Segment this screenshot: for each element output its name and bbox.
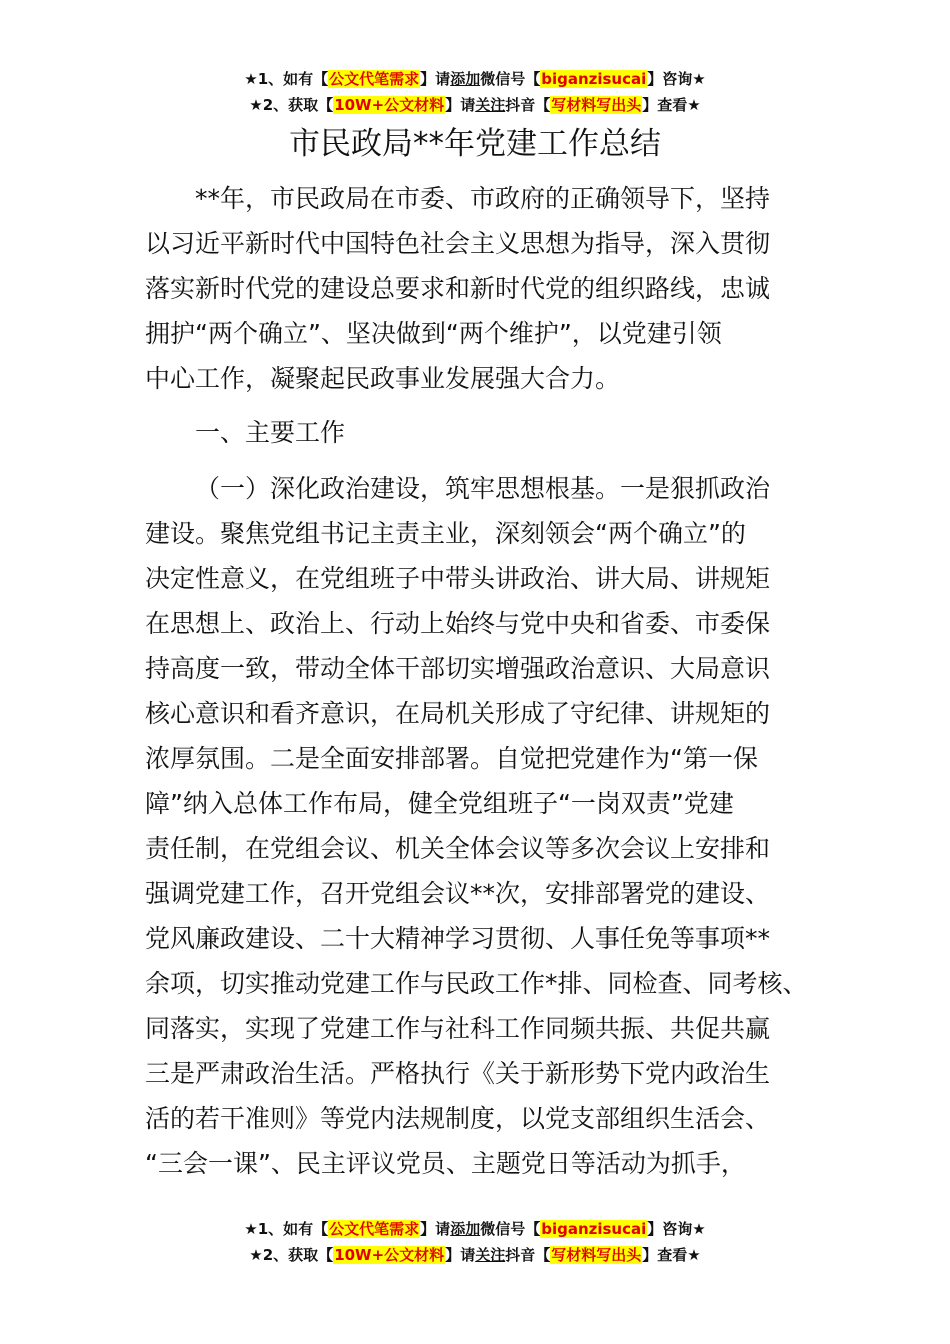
banner-highlight: 公文代笔需求 <box>329 70 420 88</box>
banner-text: 】请 <box>445 96 476 114</box>
text-line: 中心工作，凝聚起民政事业发展强大合力。 <box>145 364 621 393</box>
text-line: 核心意识和看齐意识，在局机关形成了守纪律、讲规矩的 <box>145 699 771 728</box>
banner-text: 抖音【 <box>505 1246 551 1264</box>
text-line: 党风廉政建设、二十大精神学习贯彻、人事任免等事项** <box>145 924 771 953</box>
document-title: 市民政局**年党建工作总结 <box>289 126 661 162</box>
banner-text: 微信号【 <box>480 70 541 88</box>
header-banner <box>0 66 950 118</box>
banner-text: 】请 <box>420 70 451 88</box>
section-heading-text: 一、主要工作 <box>195 418 346 447</box>
banner-line-1 <box>0 66 950 92</box>
text-line: 浓厚氛围。二是全面安排部署。自觉把党建作为“第一保 <box>145 744 758 773</box>
banner-text: 微信号【 <box>480 1220 541 1238</box>
footer-banner <box>0 1216 950 1268</box>
banner-highlight: 写材料写出头 <box>551 1246 642 1264</box>
text-line: 活的若干准则》等党内法规制度，以党支部组织生活会、 <box>145 1104 771 1133</box>
section-heading <box>145 410 810 455</box>
banner-text: ★2、获取【 <box>249 96 334 114</box>
banner-text: 】咨询★ <box>647 1220 706 1238</box>
banner-underline: 添加 <box>450 1220 481 1238</box>
banner-highlight: 公文代笔需求 <box>329 1220 420 1238</box>
banner-line-1 <box>0 1216 950 1242</box>
text-line: 障”纳入总体工作布局，健全党组班子“一岗双责”党建 <box>145 789 734 818</box>
text-line: “三会一课”、民主评议党员、主题党日等活动为抓手， <box>145 1149 746 1178</box>
banner-highlight: biganzisucai <box>541 70 647 88</box>
banner-underline: 关注 <box>475 1246 506 1264</box>
text-line: 落实新时代党的建设总要求和新时代党的组织路线，忠诚 <box>145 274 771 303</box>
text-line: 建设。聚焦党组书记主责主业，深刻领会“两个确立”的 <box>145 519 746 548</box>
banner-text: 】请 <box>445 1246 476 1264</box>
banner-text: 】查看★ <box>642 1246 701 1264</box>
banner-text: ★1、如有【 <box>244 1220 329 1238</box>
banner-highlight: 10W+公文材料 <box>334 96 445 114</box>
banner-text: 】咨询★ <box>647 70 706 88</box>
text-line: 三是严肃政治生活。严格执行《关于新形势下党内政治生 <box>145 1059 771 1088</box>
banner-highlight: 10W+公文材料 <box>334 1246 445 1264</box>
banner-highlight: biganzisucai <box>541 1220 647 1238</box>
banner-text: 抖音【 <box>505 96 551 114</box>
text-line: 余项，切实推动党建工作与民政工作*排、同检查、同考核、 <box>145 969 808 998</box>
text-line: 决定性意义，在党组班子中带头讲政治、讲大局、讲规矩 <box>145 564 771 593</box>
text-line: 以习近平新时代中国特色社会主义思想为指导，深入贯彻 <box>145 229 771 258</box>
banner-text: 】请 <box>420 1220 451 1238</box>
text-line: （一）深化政治建设，筑牢思想根基。一是狠抓政治 <box>195 474 771 503</box>
section-1-paragraph <box>145 466 810 1186</box>
banner-line-2 <box>0 1242 950 1268</box>
banner-highlight: 写材料写出头 <box>551 96 642 114</box>
text-line: 持高度一致，带动全体干部切实增强政治意识、大局意识 <box>145 654 771 683</box>
text-line: 同落实，实现了党建工作与社科工作同频共振、共促共赢 <box>145 1014 771 1043</box>
text-line: 拥护“两个确立”、坚决做到“两个维护”，以党建引领 <box>145 319 722 348</box>
banner-underline: 关注 <box>475 96 506 114</box>
banner-text: ★1、如有【 <box>244 70 329 88</box>
text-line: **年，市民政局在市委、市政府的正确领导下，坚持 <box>195 184 771 213</box>
text-line: 强调党建工作，召开党组会议**次，安排部署党的建设、 <box>145 879 771 908</box>
banner-line-2 <box>0 92 950 118</box>
banner-underline: 添加 <box>450 70 481 88</box>
text-line: 责任制，在党组会议、机关全体会议等多次会议上安排和 <box>145 834 771 863</box>
intro-paragraph <box>145 176 810 401</box>
banner-text: 】查看★ <box>642 96 701 114</box>
banner-text: ★2、获取【 <box>249 1246 334 1264</box>
text-line: 在思想上、政治上、行动上始终与党中央和省委、市委保 <box>145 609 771 638</box>
